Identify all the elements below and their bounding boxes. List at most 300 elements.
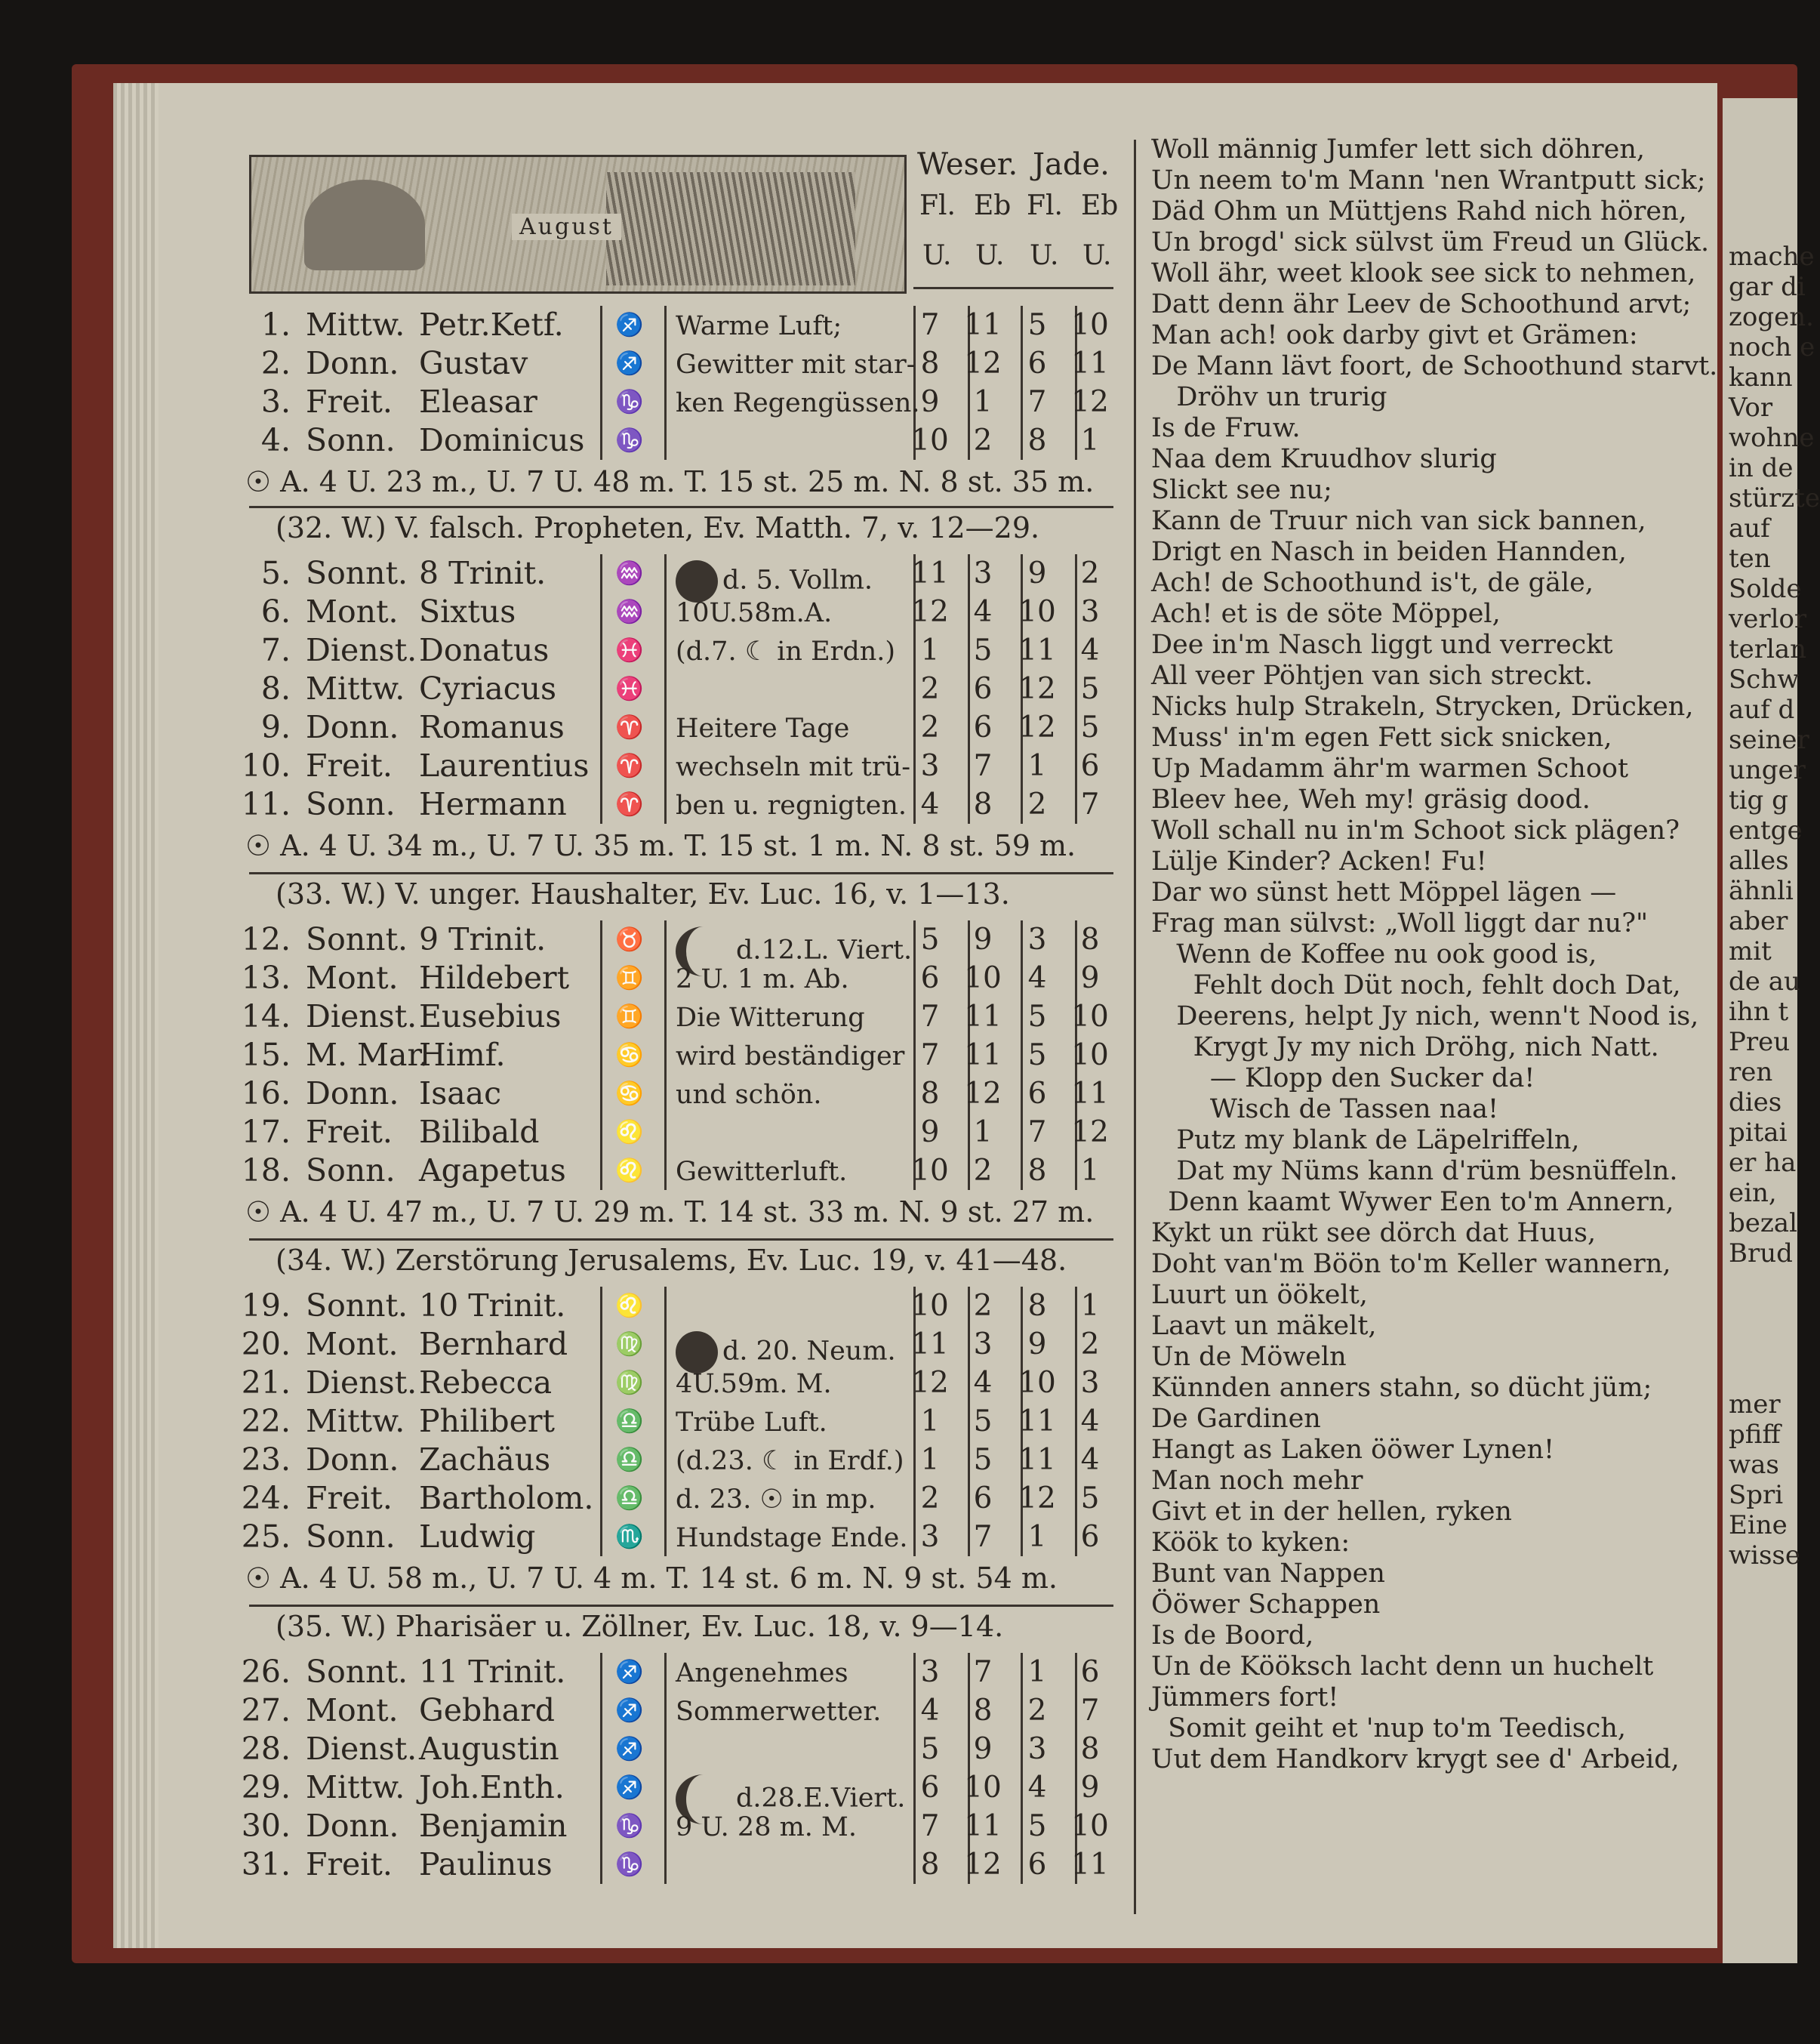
next-page-fragment: zogen. [1729,302,1814,332]
poem-line: Is de Fruw. [1151,413,1301,443]
poem-line: Woll schall nu in'm Schoot sick plägen? [1151,815,1680,846]
weekday: Freit. [306,748,393,784]
tide-value: 9 [973,923,993,957]
saint-name: Bilibald [419,1114,540,1150]
weekday: Sonn. [306,1152,396,1188]
sun-times: ☉ A. 4 U. 47 m., U. 7 U. 29 m. T. 14 st. 33 m. N. 9 st. 27 m. [245,1195,1095,1229]
weekday: Mittw. [306,307,405,343]
tide-value: 4 [973,595,993,629]
poem-line: Drigt en Nasch in beiden Hannden, [1151,537,1627,567]
next-page-fragment: auf [1729,513,1770,544]
poem-line: Man ach! ook darby givt et Grämen: [1151,320,1638,350]
next-page-fragment: pfiff [1729,1420,1781,1450]
day-number: 21. [241,1364,291,1401]
tide-value: 7 [920,1809,940,1843]
col-u-1: U. [922,240,952,271]
tide-value: 11 [1071,1848,1109,1882]
weather-note [676,965,849,994]
tide-value: 11 [1071,347,1109,381]
next-page-fragment [1723,1359,1797,1389]
tide-value: 8 [973,788,993,822]
poem-line: Dat my Nüms kann d'rüm besnüffeln. [1151,1156,1678,1186]
saint-name: Romanus [419,709,565,745]
poem-line: Doht van'm Böön to'm Keller wannern, [1151,1249,1671,1279]
poem-line: Man noch mehr [1151,1466,1363,1496]
weekday: Mittw. [306,1403,405,1439]
weather-note-text: Gewitterluft. [676,1157,848,1187]
saint-name: Benjamin [419,1808,568,1844]
tide-value: 12 [911,1366,949,1400]
day-number: 19. [241,1287,291,1324]
tide-value: 5 [973,634,993,667]
next-page-fragment: Schw [1729,664,1800,695]
poem-line: Däd Ohm un Müttjens Rahd nich hören, [1151,196,1687,227]
weather-note [676,1813,857,1842]
weather-note [676,560,873,603]
day-number: 14. [241,998,291,1034]
tide-value: 2 [973,1154,993,1188]
weather-note-text: Heitere Tage [676,714,850,744]
saint-name: Philibert [419,1403,555,1439]
weather-note-text: 10U.58m.A. [676,598,833,628]
next-page-fragment: Brud [1729,1238,1793,1269]
poem-line: Givt et in der hellen, ryken [1151,1497,1512,1527]
next-page-fragment: was [1729,1450,1779,1480]
weather-note-text: Angenehmes [676,1658,848,1688]
tide-value: 12 [1018,711,1056,745]
poem-line: Denn kaamt Wywer Een to'm Annern, [1151,1187,1674,1217]
poem-line: Is de Boord, [1151,1620,1314,1651]
month-label: August [512,214,621,240]
tide-value: 12 [1018,672,1056,706]
next-page-fragment: unger [1729,755,1806,785]
tide-value: 6 [1080,1520,1100,1554]
weekday: Freit. [306,1480,393,1516]
weather-note [676,1370,832,1398]
week-rule [249,1605,1113,1607]
poem-line: — Klopp den Sucker da! [1151,1063,1535,1093]
weather-note-text: 9 U. 28 m. M. [676,1812,857,1842]
poem-line: Woll männig Jumfer lett sich döhren, [1151,134,1646,165]
month-vignette [249,155,907,294]
poem-line: Künnden anners stahn, so dücht jüm; [1151,1373,1652,1403]
tide-value: 7 [920,1038,940,1072]
poem-line: Frag man sülvst: „Woll liggt dar nu?" [1151,908,1649,939]
col-u-2: U. [975,240,1005,271]
tide-value: 11 [1018,634,1056,667]
weather-note [676,1697,881,1726]
poem-line: Putz my blank de Läpelriffeln, [1151,1125,1580,1155]
poem-line: Ach! et is de söte Möppel, [1151,599,1501,629]
weather-note-text: wird beständiger [676,1041,905,1071]
poem-line: De Gardinen [1151,1404,1321,1434]
tide-value: 8 [1027,1289,1047,1323]
next-page-fragment: ten [1729,544,1771,574]
saint-name: Eusebius [419,998,562,1034]
symbol-col-rule-left [600,554,602,824]
zodiac-icon: ♐ [615,350,644,377]
symbol-col-rule-right [664,306,667,460]
tide-value: 9 [1027,1327,1047,1361]
full-moon-icon [676,560,718,603]
poem-line: Ach! de Schoothund is't, de gäle, [1151,568,1594,598]
sun-times: ☉ A. 4 U. 23 m., U. 7 U. 48 m. T. 15 st. 25 m. N. 8 st. 35 m. [245,465,1095,498]
tide-value: 5 [973,1443,993,1477]
weekday: Mittw. [306,1769,405,1805]
saint-name: Donatus [419,632,550,668]
zodiac-icon: ♓ [615,676,644,702]
weather-note-text: Warme Luft; [676,311,842,341]
day-number: 23. [241,1441,291,1478]
tide-value: 4 [1080,1443,1100,1477]
poem-line: Kykt un rükt see dörch dat Huus, [1151,1218,1597,1248]
tide-value: 9 [920,1115,940,1149]
next-page-fragment: aber [1729,906,1788,936]
saint-name: Augustin [419,1731,559,1767]
poem-line: Ööwer Schappen [1151,1589,1381,1620]
vignette-tree-left [304,180,425,270]
tide-value: 4 [1080,634,1100,667]
vignette-sheaves [606,172,855,285]
weekday: Donn. [306,345,399,381]
poem-line: Somit geiht et 'nup to'm Teedisch, [1151,1713,1627,1743]
tide-value: 5 [920,923,940,957]
poem-line: Up Madamm ähr'm warmen Schoot [1151,754,1629,784]
poem-line: Bunt van Nappen [1151,1558,1385,1589]
next-page-fragment: Vor [1729,393,1773,423]
day-number: 6. [260,593,291,630]
column-separator [1134,140,1136,1914]
zodiac-icon: ♎ [615,1485,644,1512]
poem-line: Krygt Jy my nich Dröhg, nich Natt. [1151,1032,1659,1062]
tide-value: 4 [973,1366,993,1400]
tide-value: 2 [920,711,940,745]
tide-value: 11 [964,308,1002,342]
tide-value: 1 [920,1443,940,1477]
zodiac-icon: ♑ [615,389,644,415]
next-page-fragment: wohne [1729,423,1815,453]
col-eb-2: Eb [1081,190,1119,221]
full-moon-icon [676,1331,718,1373]
tide-value: 9 [1080,1771,1100,1805]
day-number: 8. [260,671,291,707]
zodiac-icon: ♐ [615,1659,644,1685]
poem-line: Kann de Truur nich van sick bannen, [1151,506,1646,536]
zodiac-icon: ♌ [615,1158,644,1184]
zodiac-icon: ♑ [615,1851,644,1878]
tide-value: 1 [1027,1520,1047,1554]
tide-value: 7 [973,1520,993,1554]
poem-line: Lülje Kinder? Acken! Fu! [1151,846,1487,877]
next-page-fragment: kann [1729,362,1793,393]
day-number: 18. [241,1152,291,1188]
symbol-col-rule-left [600,920,602,1190]
day-number: 26. [241,1654,291,1690]
weather-note-text: 2 U. 1 m. Ab. [676,964,849,994]
tide-value: 5 [1080,1481,1100,1515]
zodiac-icon: ♌ [615,1293,644,1319]
tide-value: 9 [1080,961,1100,995]
next-page-strip [1723,98,1820,1963]
tide-value: 1 [1080,1154,1100,1188]
weather-note-text: d. 5. Vollm. [722,565,873,596]
day-number: 16. [241,1075,291,1111]
symbol-col-rule-right [664,554,667,824]
tide-value: 8 [1027,1154,1047,1188]
tide-value: 9 [973,1732,993,1766]
tide-value: 10 [911,424,949,458]
tide-value: 11 [911,556,949,590]
day-number: 5. [260,555,291,591]
zodiac-icon: ♐ [615,1736,644,1762]
weather-note [676,1331,896,1373]
week-rule [249,1238,1113,1241]
day-number: 30. [241,1808,291,1844]
sun-times: ☉ A. 4 U. 34 m., U. 7 U. 35 m. T. 15 st. 1 m. N. 8 st. 59 m. [245,829,1076,862]
poem-line: Muss' in'm egen Fett sick snicken, [1151,723,1612,753]
tide-value: 6 [1027,1848,1047,1882]
weather-note [676,1485,876,1514]
tide-value: 8 [920,1848,940,1882]
day-number: 15. [241,1037,291,1073]
tide-value: 10 [1071,308,1109,342]
next-page-fragment: Spri [1729,1480,1784,1510]
weekday: Sonnt. [306,1654,408,1690]
tide-value: 11 [911,1327,949,1361]
next-page-fragment: mit [1729,936,1772,967]
next-page-fragment: stürzte [1729,483,1820,513]
tide-value: 6 [1080,749,1100,783]
weekday: Donn. [306,709,399,745]
weather-note-text: und schön. [676,1080,822,1110]
weather-note-text: Hundstage Ende. [676,1523,908,1553]
tide-value: 10 [1018,595,1056,629]
zodiac-icon: ♑ [615,1813,644,1839]
next-page-fragment: mache [1729,242,1815,272]
next-page-fragment: pitai [1729,1118,1788,1148]
day-number: 27. [241,1692,291,1728]
weather-note [676,637,895,666]
weather-note [676,753,910,782]
next-page-fragment: noch e [1729,332,1815,362]
tide-value: 11 [1018,1404,1056,1438]
tide-value: 11 [1071,1077,1109,1111]
zodiac-icon: ♐ [615,312,644,338]
saint-name: Hildebert [419,960,570,996]
poem-line: Dee in'm Nasch liggt und verreckt [1151,630,1613,660]
tide-value: 8 [920,1077,940,1111]
day-number: 3. [260,384,291,420]
symbol-col-rule-right [664,920,667,1190]
weekday: Dienst. [306,998,417,1034]
next-page-fragment: de au [1729,967,1800,997]
tide-value: 10 [911,1289,949,1323]
zodiac-icon: ♑ [615,427,644,454]
tide-value: 5 [1027,1038,1047,1072]
weekday: Donn. [306,1808,399,1844]
saint-name: Bartholom. [419,1480,594,1516]
tide-value: 8 [973,1694,993,1728]
weather-note-text: Gewitter mit star- [676,350,916,380]
next-page-fragment: terlan [1729,634,1807,664]
tide-value: 4 [1027,1771,1047,1805]
tide-value: 6 [973,672,993,706]
tide-value: 10 [1071,1000,1109,1034]
next-page-fragment: in de [1729,453,1794,483]
tide-value: 2 [1027,1694,1047,1728]
tide-value: 7 [920,1000,940,1034]
weekday: Sonn. [306,422,396,458]
next-page-fragment [1723,1329,1797,1359]
tide-value: 9 [920,385,940,419]
weather-note-text: d. 23. ☉ in mp. [676,1484,876,1515]
day-number: 1. [260,307,291,343]
tide-value: 1 [973,1115,993,1149]
symbol-col-rule-right [664,1653,667,1884]
poem-line: Wenn de Koffee nu ook good is, [1151,939,1597,970]
weather-note-text: 4U.59m. M. [676,1369,832,1399]
tide-value: 7 [1027,1115,1047,1149]
weekday: Freit. [306,384,393,420]
weekday: Mont. [306,1326,399,1362]
sun-times: ☉ A. 4 U. 58 m., U. 7 U. 4 m. T. 14 st. 6 m. N. 9 st. 54 m. [245,1562,1058,1595]
next-page-fragment: er ha [1729,1148,1797,1178]
weather-note [676,312,842,341]
zodiac-icon: ♐ [615,1774,644,1801]
day-number: 28. [241,1731,291,1767]
next-page-fragment [1723,1299,1797,1329]
tide-value: 3 [973,556,993,590]
next-page-fragment: ein, [1729,1178,1777,1208]
tide-value: 1 [1080,424,1100,458]
tide-value: 12 [1018,1481,1056,1515]
weekday: Sonn. [306,786,396,822]
weather-note [676,1081,821,1109]
poem-line: Bleev hee, Weh my! gräsig dood. [1151,785,1591,815]
day-number: 7. [260,632,291,668]
weekday: Sonn. [306,1518,396,1555]
saint-name: 9 Trinit. [419,921,547,957]
day-number: 9. [260,709,291,745]
weather-note-text: d.28.E.Viert. [736,1783,906,1814]
saint-name: Agapetus [419,1152,566,1188]
zodiac-icon: ♊ [615,1004,644,1030]
tide-value: 2 [973,1289,993,1323]
day-number: 17. [241,1114,291,1150]
next-page-fragment: auf d [1729,695,1795,725]
poem-line: De Mann lävt foort, de Schoothund starvt. [1151,351,1718,381]
poem-line: Fehlt doch Düt noch, fehlt doch Dat, [1151,970,1681,1000]
weather-note [676,1447,904,1475]
next-page-fragment: mer [1729,1389,1781,1420]
next-page-fragment: gar di [1729,272,1806,302]
saint-name: Rebecca [419,1364,553,1401]
poem-line: Woll ähr, weet klook see sick to nehmen, [1151,258,1696,288]
weather-note-text: d. 20. Neum. [722,1336,896,1367]
weather-note-text: ben u. regnigten. [676,791,907,821]
next-page-fragment: Preu [1729,1027,1791,1057]
col-u-3: U. [1030,240,1059,271]
tide-value: 6 [973,1481,993,1515]
tide-value: 11 [1018,1443,1056,1477]
tide-value: 10 [964,1771,1002,1805]
weekday: Sonnt. [306,555,408,591]
poem-line: Uut dem Handkorv krygt see d' Arbeid, [1151,1744,1680,1774]
tide-value: 3 [1027,923,1047,957]
col-fl-1: Fl. [919,190,956,221]
weather-note [676,1042,904,1071]
zodiac-icon: ♓ [615,637,644,664]
poem-column [1151,134,1718,1775]
next-page-fragment: dies [1729,1087,1782,1118]
zodiac-icon: ♍ [615,1370,644,1396]
poem-line: Datt denn ähr Leev de Schoothund arvt; [1151,289,1692,319]
zodiac-icon: ♊ [615,965,644,991]
symbol-col-rule-left [600,1653,602,1884]
next-page-fragment: Solde [1729,574,1802,604]
next-page-fragment: alles [1729,846,1789,876]
tide-value: 10 [1071,1809,1109,1843]
tide-value: 12 [1071,1115,1109,1149]
next-page-fragment: Eine [1729,1510,1788,1540]
tide-value: 2 [1080,1327,1100,1361]
tide-value: 7 [1080,1694,1100,1728]
poem-line: Hangt as Laken ööwer Lynen! [1151,1435,1555,1465]
tide-value: 12 [964,347,1002,381]
day-number: 20. [241,1326,291,1362]
saint-name: Dominicus [419,422,585,458]
tide-value: 3 [920,749,940,783]
tide-value: 11 [964,1000,1002,1034]
tide-value: 6 [920,961,940,995]
poem-line: Luurt un öökelt, [1151,1280,1368,1310]
weekday: Sonnt. [306,921,408,957]
saint-name: 11 Trinit. [419,1654,566,1690]
tide-value: 4 [1080,1404,1100,1438]
zodiac-icon: ♍ [615,1331,644,1358]
zodiac-icon: ♌ [615,1119,644,1145]
poem-line: Slickt see nu; [1151,475,1332,505]
tide-value: 12 [1071,385,1109,419]
zodiac-icon: ♒ [615,599,644,625]
weather-note-text: d.12.L. Viert. [736,935,913,966]
weekday: Freit. [306,1114,393,1150]
tide-value: 6 [1080,1655,1100,1689]
tide-value: 3 [1027,1732,1047,1766]
weekday: Donn. [306,1441,399,1478]
poem-line: Nicks hulp Strakeln, Strycken, Drücken, [1151,692,1694,722]
week-title: (34. W.) Zerstörung Jerusalems, Ev. Luc. 19, v. 41—48. [276,1244,1067,1277]
tide-value: 6 [920,1771,940,1805]
saint-name: 8 Trinit. [419,555,547,591]
next-page-fragment: ren [1729,1057,1773,1087]
poem-line: Köök to kyken: [1151,1528,1350,1558]
week-rule [249,506,1113,508]
tide-value: 5 [1080,711,1100,745]
tide-value: 3 [920,1655,940,1689]
next-page-fragment: entge [1729,815,1803,846]
saint-name: Paulinus [419,1846,553,1882]
tide-value: 8 [1027,424,1047,458]
tide-value: 1 [1027,1655,1047,1689]
next-page-fragment: seiner [1729,725,1809,755]
tide-value: 7 [973,1655,993,1689]
day-number: 29. [241,1769,291,1805]
saint-name: Joh.Enth. [419,1769,565,1805]
tide-value: 2 [1080,556,1100,590]
weather-note-text: (d.7. ☾ in Erdn.) [676,637,896,667]
weather-note [676,1659,848,1688]
